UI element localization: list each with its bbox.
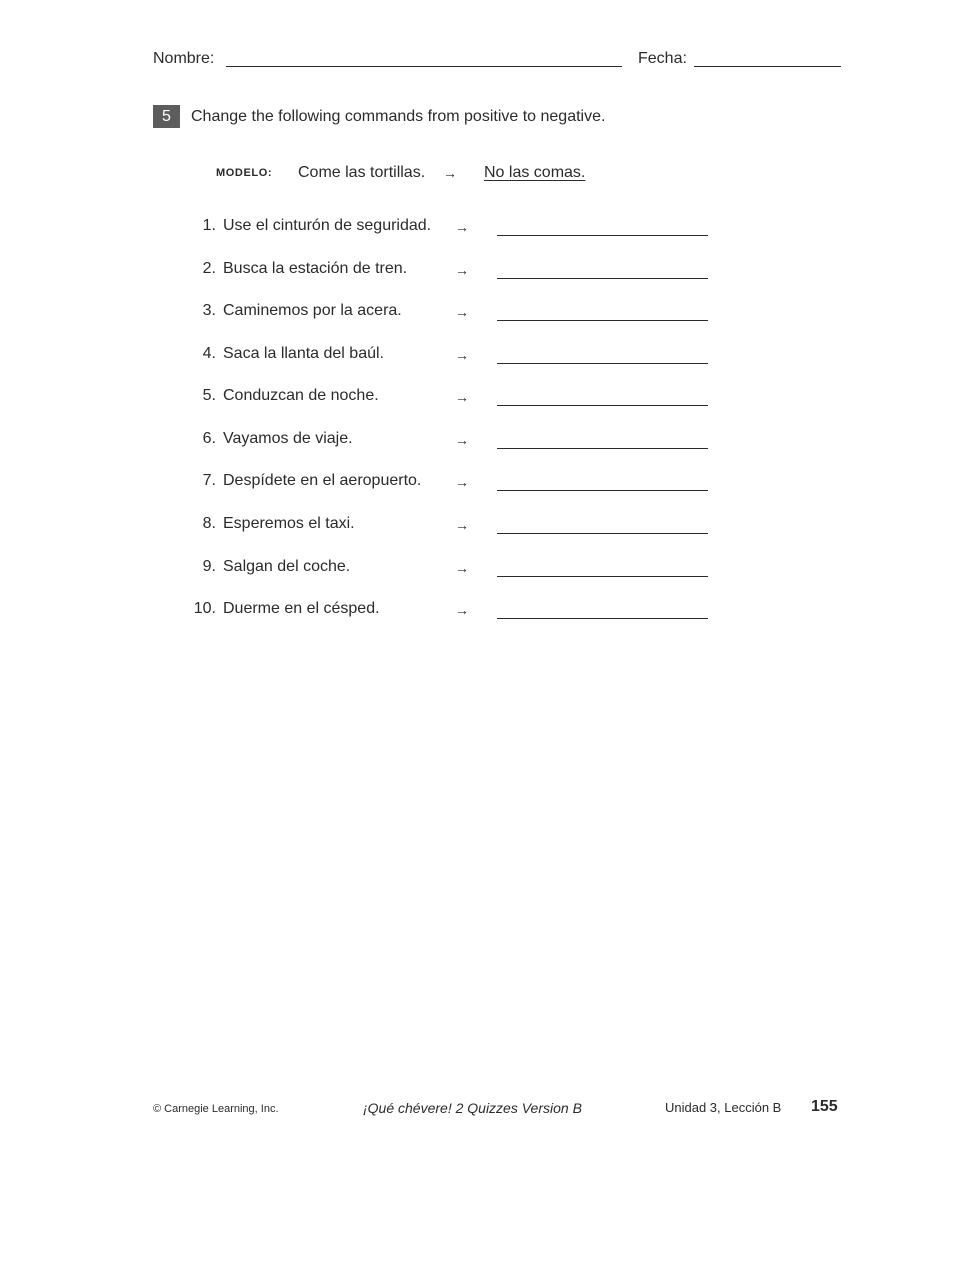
item-prompt: Caminemos por la acera. [223,302,402,319]
answer-blank[interactable] [497,235,708,236]
section-number-badge: 5 [153,105,180,128]
exercise-item [0,469,979,493]
item-prompt: Duerme en el césped. [223,600,380,617]
arrow-icon: → [455,219,469,235]
answer-blank[interactable] [497,278,708,279]
name-field[interactable] [226,66,622,67]
exercise-item [0,427,979,451]
item-number: 10. [193,600,216,617]
answer-blank[interactable] [497,405,708,406]
header [153,49,841,71]
item-number: 5. [202,387,216,404]
answer-blank[interactable] [497,320,708,321]
item-number: 7. [202,472,216,489]
arrow-icon: → [455,474,469,490]
exercise-item [0,597,979,621]
item-number: 4. [202,345,216,362]
arrow-icon: → [455,560,469,576]
model-prompt: Come las tortillas. [298,164,426,181]
exercise-item [0,299,979,323]
item-number: 9. [202,558,216,575]
arrow-icon: → [455,389,469,405]
date-label: Fecha: [638,50,687,67]
answer-blank[interactable] [497,448,708,449]
item-number: 3. [202,302,216,319]
answer-blank[interactable] [497,618,708,619]
date-field[interactable] [694,66,841,67]
exercise-item [0,257,979,281]
answer-blank[interactable] [497,533,708,534]
item-prompt: Salgan del coche. [223,558,351,575]
model-answer: No las comas. [484,164,586,181]
answer-blank[interactable] [497,363,708,364]
arrow-icon: → [455,262,469,278]
item-prompt: Conduzcan de noche. [223,387,379,404]
item-number: 1. [202,217,216,234]
arrow-icon: → [455,517,469,533]
name-label: Nombre: [153,50,215,67]
page-footer [0,1098,979,1120]
exercise-item [0,214,979,238]
item-prompt: Saca la llanta del baúl. [223,345,384,362]
item-number: 2. [202,260,216,277]
exercise-item [0,555,979,579]
item-prompt: Busca la estación de tren. [223,260,408,277]
unit-lesson-label: Unidad 3, Lección B [665,1100,782,1115]
section-instruction: Change the following commands from positive to negative. [191,108,606,125]
item-prompt: Esperemos el taxi. [223,515,355,532]
copyright-notice: © Carnegie Learning, Inc. [153,1103,279,1115]
item-number: 8. [202,515,216,532]
arrow-icon: → [443,165,457,181]
item-prompt: Vayamos de viaje. [223,430,353,447]
arrow-icon: → [455,304,469,320]
item-prompt: Despídete en el aeropuerto. [223,472,422,489]
item-number: 6. [202,430,216,447]
answer-blank[interactable] [497,576,708,577]
model-label: MODELO: [216,167,273,179]
exercise-item [0,512,979,536]
arrow-icon: → [455,602,469,618]
arrow-icon: → [455,432,469,448]
arrow-icon: → [455,347,469,363]
book-title: ¡Qué chévere! 2 Quizzes Version B [363,1100,582,1116]
model-example [0,163,979,185]
exercise-item [0,384,979,408]
page-number: 155 [811,1098,838,1115]
answer-blank[interactable] [497,490,708,491]
exercise-item [0,342,979,366]
item-prompt: Use el cinturón de seguridad. [223,217,432,234]
